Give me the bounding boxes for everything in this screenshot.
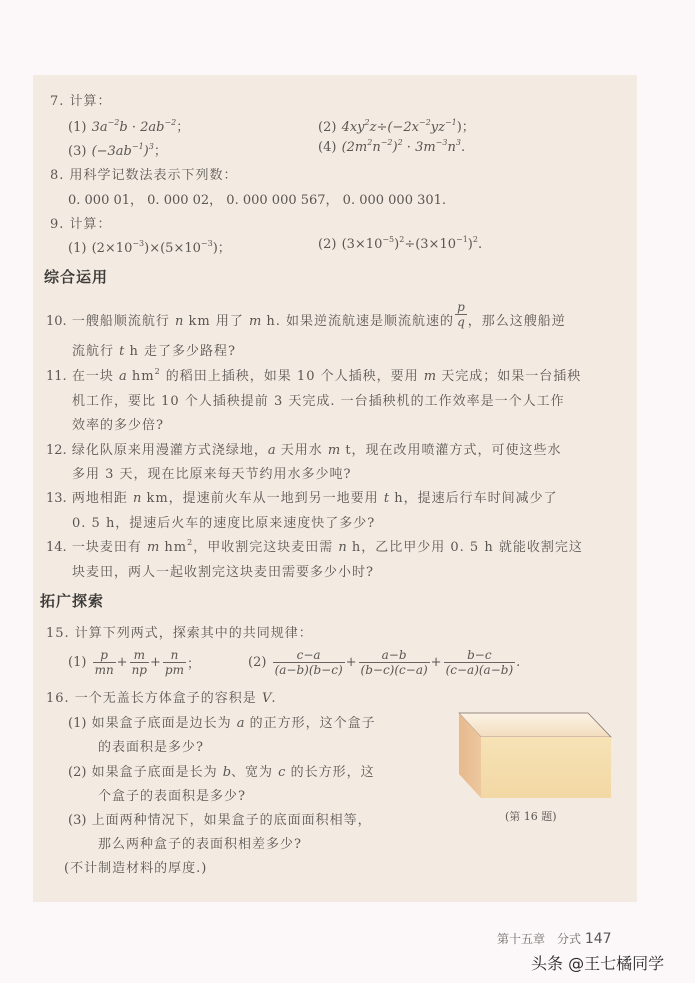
q10-line2: 流航行 t h 走了多少路程? xyxy=(72,344,236,359)
fraction: $\frac{p}{mn}$ xyxy=(94,648,114,677)
part-label: (3) xyxy=(68,144,87,159)
q16-part2-line1: (2) 如果盒子底面是长为 b、宽为 c 的长方形，这 xyxy=(68,765,375,780)
q9-part1: (1) $(2\times 10^{-3})\times(5\times 10^{-3})$； xyxy=(68,239,231,256)
q13-line1: 13. 两地相距 n km，提速前火车从一地到另一地要用 t h，提速后行车时间减少了 xyxy=(46,491,558,506)
q12-line2: 多用 3 天，现在比原来每天节约用水多少吨? xyxy=(72,467,352,482)
fraction-p-over-q: $\frac{p}{q}$ xyxy=(457,300,465,329)
q15-part2: (2) $\frac{c-a}{(a-b)(b-c)}$ + $\frac{a-b}{(b-c)(c-a)}$ + $\frac{b-c}{(c-a)(a-b)}$ . xyxy=(248,648,522,677)
fraction: $\frac{m}{np}$ xyxy=(131,648,147,677)
q15-part1: (1) $\frac{p}{mn}$ + $\frac{m}{np}$ + $\frac{n}{pm}$ ； xyxy=(68,648,201,677)
fraction: $\frac{b-c}{(c-a)(a-b)}$ xyxy=(445,648,514,677)
q7-part1: (1) $3a^{-2}b \cdot 2ab^{-2}$； xyxy=(68,118,190,135)
q12-line1: 12. 绿化队原来用漫灌方式浇绿地，a 天用水 m t，现在改用喷灌方式，可使这些水 xyxy=(46,443,562,458)
q16-note: (不计制造材料的厚度.) xyxy=(64,861,208,876)
q11-line1: 11. 在一块 a $hm^2$ 的稻田上插秧，如果 10 个人插秧，要用 m 天完成；如果一台插秧 xyxy=(46,367,582,384)
q7-part2: (2) $4xy^2z\div(-2x^{-2}yz^{-1})$； xyxy=(318,118,475,135)
q16-part2-line2: 个盒子的表面积是多少? xyxy=(98,789,246,804)
fraction: $\frac{c-a}{(a-b)(b-c)}$ xyxy=(274,648,343,677)
q10-line1: 10. 一艘船顺流航行 n km 用了 m h. 如果逆流航速是顺流航速的 $\frac{p}{q}$ ，那么这艘船逆 xyxy=(46,300,566,329)
page-footer xyxy=(497,930,612,947)
chapter-title: 第十五章 分式 xyxy=(497,932,582,946)
page-number: 147 xyxy=(584,931,612,947)
q14-line1: 14. 一块麦田有 m $hm^2$，甲收割完这块麦田需 n h，乙比甲少用 0. 5 h 就能收割完这 xyxy=(46,538,583,555)
q16-part1-line1: (1) 如果盒子底面是边长为 a 的正方形，这个盒子 xyxy=(68,716,376,731)
watermark: 头条 @王七橘同学 xyxy=(531,954,665,973)
part-label: (1) xyxy=(68,120,87,135)
part-label: (4) xyxy=(318,140,337,155)
q16-title: 16. 一个无盖长方体盒子的容积是 V. xyxy=(46,691,277,706)
q16-part1-line2: 的表面积是多少? xyxy=(98,740,204,755)
q16-part3-line1: (3) 上面两种情况下，如果盒子的底面面积相等， xyxy=(68,813,372,828)
open-box-figure xyxy=(450,706,620,806)
q11-line2: 机工作，要比 10 个人插秧提前 3 天完成. 一台插秧机的工作效率是一个人工作 xyxy=(72,394,565,409)
section-heading-extension: 拓广探索 xyxy=(40,592,105,610)
q14-line2: 块麦田，两人一起收割完这块麦田需要多少小时? xyxy=(72,565,374,580)
q13-line2: 0. 5 h，提速后火车的速度比原来速度快了多少? xyxy=(72,516,376,531)
q8-title: 8. 用科学记数法表示下列数： xyxy=(50,168,238,183)
q8-values: 0. 000 01， 0. 000 02， 0. 000 000 567， 0. 000 000 301. xyxy=(68,193,447,208)
q9-part2: (2) $(3\times 10^{-5})^2\div(3\times 10^{-1})^2$. xyxy=(318,235,483,252)
fraction: $\frac{a-b}{(b-c)(c-a)}$ xyxy=(360,648,428,677)
part-label: (2) xyxy=(318,120,337,135)
section-heading-comprehensive: 综合运用 xyxy=(44,268,109,286)
q7-title: 7. 计算： xyxy=(50,94,112,109)
q9-title: 9. 计算： xyxy=(50,217,112,232)
q15-title: 15. 计算下列两式，探索其中的共同规律： xyxy=(46,626,313,641)
q7-part4: (4) $(2m^2n^{-2})^2 \cdot 3m^{-3}n^3$. xyxy=(318,138,466,155)
q11-line3: 效率的多少倍? xyxy=(72,418,164,433)
figure-caption: (第 16 题) xyxy=(505,810,557,823)
q7-part3: (3) $(-3ab^{-1})^3$； xyxy=(68,142,167,159)
q16-part3-line2: 那么两种盒子的表面积相差多少? xyxy=(98,837,302,852)
fraction: $\frac{n}{pm}$ xyxy=(164,648,184,677)
